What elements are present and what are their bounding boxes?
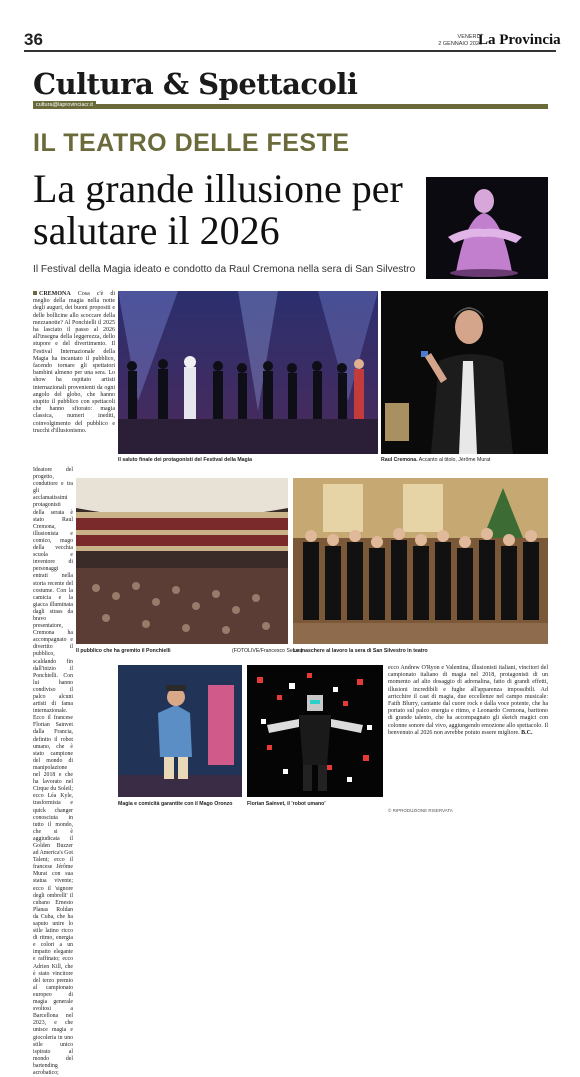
article-rights: © RIPRODUZIONE RISERVATA [388,808,453,813]
article-kicker: IL TEATRO DELLE FESTE [33,129,350,157]
section-rule [33,104,548,109]
caption-photo-credit: (FOTOLIVE/Francesco Sessa) [232,648,303,654]
issue-date [420,34,482,48]
photo-oronzo [118,665,242,797]
article-signature: B.C. [521,729,533,736]
issue-weekday: VENERDÌ [457,34,482,40]
caption-robot: Florian Sainvet, il 'robot umano' [247,801,326,807]
article-body-2: Ideatore del progetto, conduttore e tra gli acclamatissimi protagonisti della serata è stato Raul Cremona, illusionista e comico, mago della vecchia scuola e inventore di personaggi entrati nella storia recente del costume. Con la camicia e la giacca illuminata dagli strass da bravo presentatore, Cremona ha accompagnato e divertito il pubblico, scaldando fin dall'inizio il Ponchielli. Con lui hanno condiviso il palco alcuni artisti di fama internazionale. Ecco il francese Florian Sainvet dalla Francia, definito il robot umano, che è stato campione del mondo di manipolazione nel 2018 e che ha lavorato nel Cirque du Soleil; ecco Léa Kyle, trasformista e quick changer conosciuta in tutto il mondo, che si è aggiudicata il Golden Buzzer ad America's Got Talent; ecco il francese Jérôme Murat con sua statua vivente; ecco il 'signore degli ombrelli' il cubano Ernesto Planas Roldan da Cuba, che ha saputo unire lo stile latino ricco di ritmo, energia e colori a un impatto elegante e raffinato; ecco Adrien Kill, che è stato vincitore del terzo premio al campionato europeo di magia generale svoltosi a Barcellona nel 2023, e che unisce magia e giocoleria in uno stile unico ispirato al mondo del bartending acrobatico; [33,467,74,1076]
section-title: Cultura & Spettacoli [33,67,358,101]
theatre-audience-icon [76,478,288,644]
caption-masks: Le maschere al lavoro la sera di San Silvestro in teatro [293,648,428,654]
caption-audience: Il pubblico che ha gremito il Ponchielli [76,648,171,654]
article-column-1 [33,291,115,466]
photo-robot [247,665,383,797]
article-column-3 [388,665,548,805]
robot-human-icon [247,665,383,797]
murat-figure-icon [426,177,548,279]
section-email[interactable]: cultura@laprovinciacr.it [33,101,96,109]
photo-stage-finale [118,291,378,454]
photo-audience [76,478,288,644]
masthead-logo: La Provincia [478,32,561,48]
page-number: 36 [24,30,43,49]
article-dateline: CREMONA [39,291,71,297]
article-column-1b [33,467,74,1076]
caption-cremona-name: Raul Cremona. [381,457,418,463]
article-headline: La grande illusione per salutare il 2026 [33,166,403,253]
lead-square-icon [33,291,37,295]
article-body-3: ecco Andrew O'Ryon e Valentina, illusionisti italiani, vincitori del campionato italiano di magia nel 2018, protagonisti di un momento ad alto dosaggio di adrenalina, fatto di grandi effetti, illusioni incredibili e fughe all'apparenza impossibili. Ad arricchire il cast di magia, due eccellenze nel campo musicale: Faith Blurry, cantante dal cuore rock e dalla voce potente, che ha portato sul palco energia e ritmo, e Leonardo Cremona, baritono di grande talento, che ha accompagnato gli sketch magici con colonne sonore dal vivo, aggiungendo emozione allo spettacolo. Il benvenuto al 2026 non avrebbe potuto essere migliore. [388,665,548,736]
caption-cremona-rest: Accanto al titolo, Jérôme Murat [417,457,491,463]
article-subtitle: Il Festival della Magia ideato e condotto da Raul Cremona nella sera di San Silvestro [33,264,416,275]
article-body-1: Cosa c'è di meglio della magia nella notte degli auguri, dei buoni propositi e delle bollicine allo scoccare della mezzanotte? Al Ponchielli il 2025 ha lasciato il passo al 2026 all'insegna della leggerezza, dello stupore e del divertimento. Il Festival Internazionale della Magia ha incantato il pubblico, facendo tornare gli spettatori bambini almeno per una sera. Lo show ha ospitato artisti internazionali provenienti da ogni angolo del globo, che hanno stupito il pubblico con spettacoli che hanno sfiorato: magia classica, numeri inediti, coinvolgimento del pubblico e trucchi d'illusionismo. [33,291,116,434]
caption-cremona [381,457,490,463]
photo-cremona [381,291,548,454]
issue-day: 2 GENNAIO 2026 [438,41,482,47]
header-rule [24,50,556,52]
caption-stage-finale: Il saluto finale dei protagonisti del Festival della Magia [118,457,253,463]
photo-murat [426,177,548,279]
cremona-portrait-icon [381,291,548,454]
oronzo-performer-icon [118,665,242,797]
photo-masks [293,478,548,644]
stage-performers-icon [118,291,378,454]
caption-oronzo: Magia e comicità garantite con il Mago Oronzo [118,801,233,807]
ushers-group-icon [293,478,548,644]
